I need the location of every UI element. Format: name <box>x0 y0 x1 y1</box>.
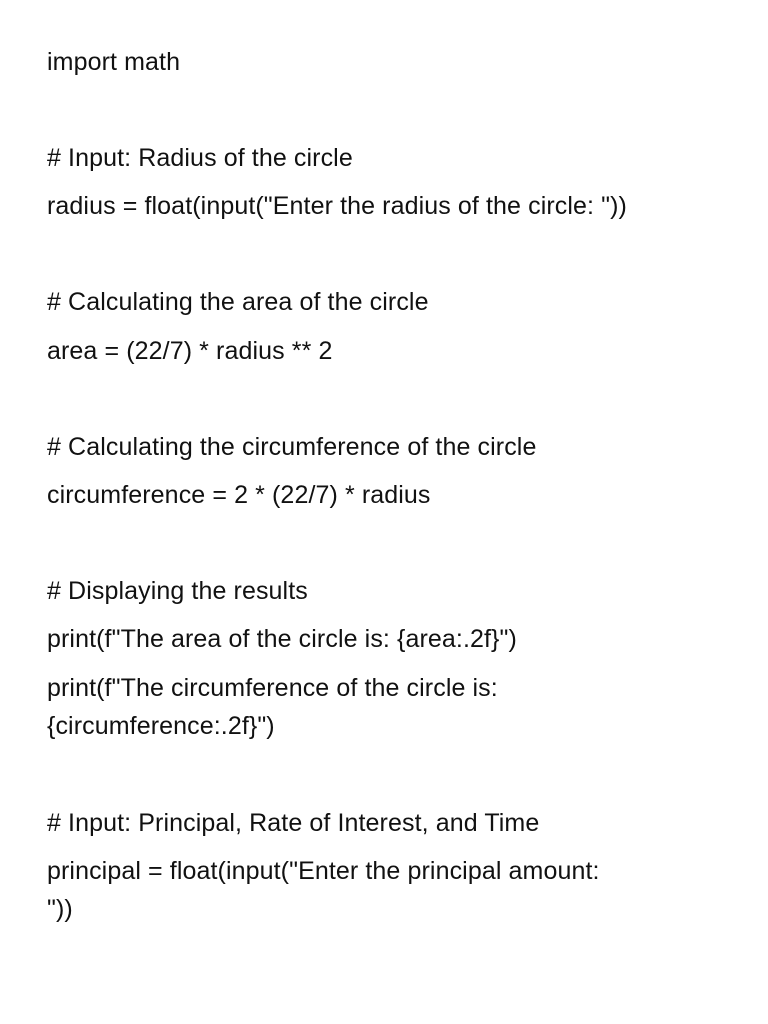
code-line-radius: radius = float(input("Enter the radius of the circle: ")) <box>47 192 627 220</box>
code-line-print-area: print(f"The area of the circle is: {area:.2f}") <box>47 625 517 653</box>
code-line-area: area = (22/7) * radius ** 2 <box>47 337 333 365</box>
comment-area: # Calculating the area of the circle <box>47 288 429 316</box>
code-line-print-circumference: print(f"The circumference of the circle is: <box>47 674 498 702</box>
code-line-print-circumference-cont: {circumference:.2f}") <box>47 712 275 740</box>
comment-results: # Displaying the results <box>47 577 308 605</box>
comment-input-radius: # Input: Radius of the circle <box>47 144 353 172</box>
code-line-principal-cont: ")) <box>47 895 73 923</box>
comment-input-principal: # Input: Principal, Rate of Interest, and Time <box>47 809 540 837</box>
code-line-import: import math <box>47 48 181 76</box>
code-line-principal: principal = float(input("Enter the principal amount: <box>47 857 600 885</box>
code-line-circumference: circumference = 2 * (22/7) * radius <box>47 481 431 509</box>
comment-circumference: # Calculating the circumference of the circle <box>47 433 537 461</box>
